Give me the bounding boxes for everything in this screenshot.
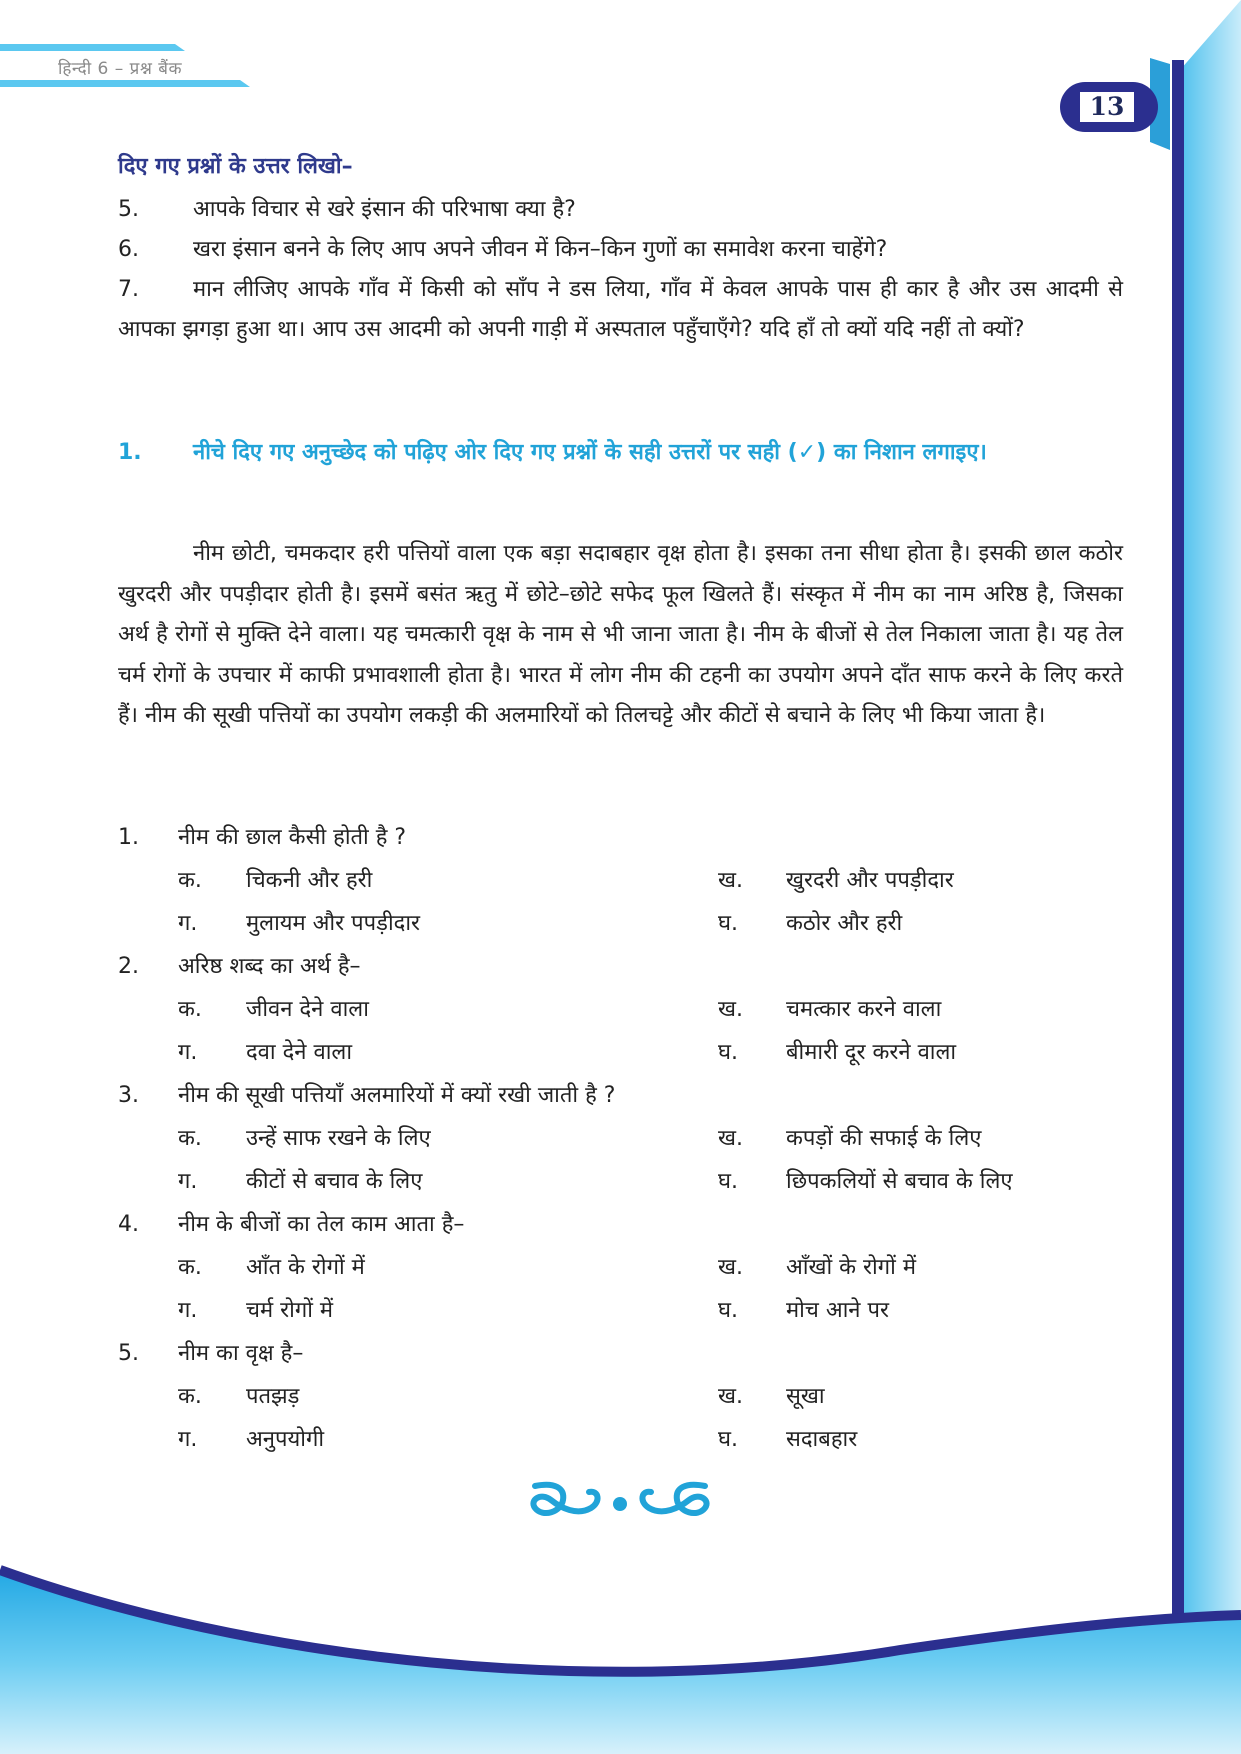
- question-number: 5.: [118, 197, 139, 222]
- mcq-question: [118, 1203, 1123, 1246]
- option-row: [118, 902, 1123, 945]
- mcq-number: 3.: [118, 1083, 139, 1108]
- mcq-list: [118, 816, 1123, 1461]
- option-ga[interactable]: ग. चर्म रोगों में: [178, 1298, 334, 1323]
- section-heading: दिए गए प्रश्नों के उत्तर लिखो–: [118, 154, 353, 179]
- question-7: [118, 270, 1123, 350]
- option-gha[interactable]: घ. कठोर और हरी: [718, 911, 903, 936]
- instruction-number: 1.: [118, 440, 142, 465]
- mcq-number: 4.: [118, 1212, 139, 1237]
- option-row: [118, 1375, 1123, 1418]
- option-kha[interactable]: ख. सूखा: [718, 1384, 825, 1409]
- mcq-number: 1.: [118, 825, 139, 850]
- option-row: [118, 1117, 1123, 1160]
- end-ornament-icon: [525, 1478, 715, 1530]
- option-gha[interactable]: घ. सदाबहार: [718, 1427, 858, 1452]
- book-title: हिन्दी 6 – प्रश्न बैंक: [58, 59, 182, 79]
- mcq-question: [118, 816, 1123, 859]
- option-gha[interactable]: घ. बीमारी दूर करने वाला: [718, 1040, 957, 1065]
- option-ka[interactable]: क. उन्हें साफ रखने के लिए: [178, 1126, 431, 1151]
- question-text: खरा इंसान बनने के लिए आप अपने जीवन में किन–किन गुणों का समावेश करना चाहेंगे?: [193, 237, 888, 262]
- option-ka[interactable]: क. जीवन देने वाला: [178, 997, 369, 1022]
- option-row: [118, 1160, 1123, 1203]
- option-gha[interactable]: घ. छिपकलियों से बचाव के लिए: [718, 1169, 1013, 1194]
- mcq-question: [118, 945, 1123, 988]
- page-number: 13: [1089, 92, 1125, 121]
- option-row: [118, 1031, 1123, 1074]
- option-row: [118, 859, 1123, 902]
- option-kha[interactable]: ख. आँखों के रोगों में: [718, 1255, 916, 1280]
- question-list: [118, 190, 1123, 350]
- option-ga[interactable]: ग. कीटों से बचाव के लिए: [178, 1169, 423, 1194]
- header-stripe-top: [0, 44, 185, 51]
- question-text: आपके विचार से खरे इंसान की परिभाषा क्या है?: [193, 197, 576, 222]
- mcq-question-text: नीम की सूखी पत्तियाँ अलमारियों में क्यों रखी जाती है ?: [178, 1083, 616, 1108]
- mcq-number: 5.: [118, 1341, 139, 1366]
- question-number: 7.: [118, 277, 139, 302]
- instruction-text: नीचे दिए गए अनुच्छेद को पढ़िए ओर दिए गए प्रश्नों के सही उत्तरों पर सही (✓) का निशान लगाइए।: [193, 440, 987, 465]
- option-ka[interactable]: क. आँत के रोगों में: [178, 1255, 365, 1280]
- mcq-question-text: नीम का वृक्ष है–: [178, 1341, 304, 1366]
- option-ga[interactable]: ग. अनुपयोगी: [178, 1427, 325, 1452]
- bottom-wave: [0, 1570, 1241, 1754]
- mcq-question-text: नीम के बीजों का तेल काम आता है–: [178, 1212, 465, 1237]
- option-row: [118, 1246, 1123, 1289]
- option-row: [118, 1418, 1123, 1461]
- question-6: [118, 230, 1123, 270]
- mcq-question-text: अरिष्ठ शब्द का अर्थ है–: [178, 954, 361, 979]
- option-row: [118, 988, 1123, 1031]
- option-ka[interactable]: क. चिकनी और हरी: [178, 868, 373, 893]
- question-5: [118, 190, 1123, 230]
- instruction: [118, 433, 1118, 473]
- side-band: [1180, 0, 1241, 1754]
- option-ga[interactable]: ग. मुलायम और पपड़ीदार: [178, 911, 421, 936]
- question-text: मान लीजिए आपके गाँव में किसी को साँप ने डस लिया, गाँव में केवल आपके पास ही कार है और उस आदमी से आपका झगड़ा हुआ था। आप उस आदमी को अपनी गाड़ी में अस्पताल पहुँचाएँगे? यदि हाँ तो क्यों यदि नहीं तो क्यों?: [118, 277, 1123, 342]
- option-kha[interactable]: ख. चमत्कार करने वाला: [718, 997, 942, 1022]
- mcq-question: [118, 1074, 1123, 1117]
- header-stripe-bottom: [0, 80, 250, 87]
- option-kha[interactable]: ख. कपड़ों की सफाई के लिए: [718, 1126, 982, 1151]
- option-kha[interactable]: ख. खुरदरी और पपड़ीदार: [718, 868, 954, 893]
- mcq-question: [118, 1332, 1123, 1375]
- option-ga[interactable]: ग. दवा देने वाला: [178, 1040, 353, 1065]
- option-ka[interactable]: क. पतझड़: [178, 1384, 300, 1409]
- option-row: [118, 1289, 1123, 1332]
- side-dark-bar: [1172, 60, 1184, 1620]
- mcq-question-text: नीम की छाल कैसी होती है ?: [178, 825, 407, 850]
- mcq-number: 2.: [118, 954, 139, 979]
- question-number: 6.: [118, 237, 139, 262]
- option-gha[interactable]: घ. मोच आने पर: [718, 1298, 889, 1323]
- reading-passage: नीम छोटी, चमकदार हरी पत्तियों वाला एक बड़ा सदाबहार वृक्ष होता है। इसका तना सीधा होता है। इसकी छाल कठोर खुरदरी और पपड़ीदार होती है। इसमें बसंत ऋतु में छोटे–छोटे सफेद फूल खिलते हैं। संस्कृत में नीम का नाम अरिष्ठ है, जिसका अर्थ है रोगों से मुक्ति देने वाला। यह चमत्कारी वृक्ष के नाम से भी जाना जाता है। नीम के बीजों से तेल निकाला जाता है। यह तेल चर्म रोगों के उपचार में काफी प्रभावशाली होता है। भारत में लोग नीम की टहनी का उपयोग अपने दाँत साफ करने के लिए करते हैं। नीम की सूखी पत्तियों का उपयोग लकड़ी की अलमारियों को तिलचट्टे और कीटों से बचाने के लिए भी किया जाता है।: [118, 541, 1123, 728]
